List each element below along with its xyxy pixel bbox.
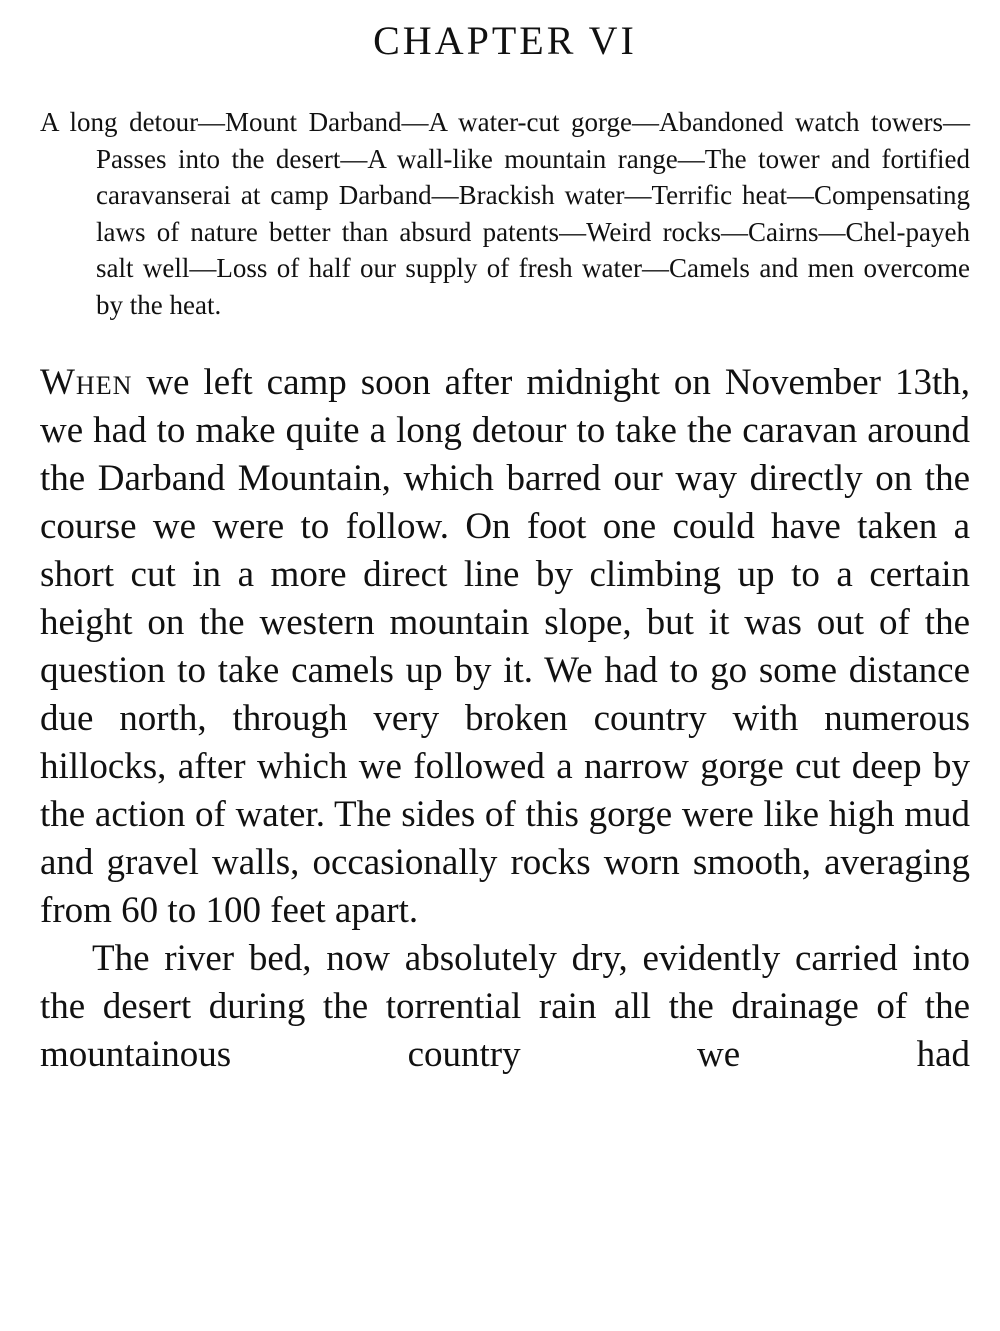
paragraph-1-text: we left camp soon after midnight on November 13th, we had to make quite a long detour to take the caravan around the Darband Mountain, which barred our way directly on the course we were to follow. On foot one could have taken a short cut in a more direct line by climbing up to a certain height on the western mountain slope, but it was out of the question to take camels up by it. We had to go some distance due north, through very broken country with numerous hillocks, after which we followed a narrow gorge cut deep by the action of water. The sides of this gorge were like high mud and gravel walls, occasionally rocks worn smooth, averaging from 60 to 100 feet apart. <box>40 362 970 931</box>
chapter-title: CHAPTER VI <box>373 18 637 63</box>
paragraph-1 <box>40 359 970 935</box>
book-page <box>40 0 970 1079</box>
paragraph-2: The river bed, now absolutely dry, evidently carried into the desert during the torrential rain all the drainage of the mountainous country we had <box>40 938 970 1075</box>
paragraph-lead-word: When <box>40 362 133 403</box>
body-text <box>40 359 970 1079</box>
chapter-synopsis: A long detour—Mount Darband—A water-cut gorge—Abandoned watch towers—Passes into the desert—A wall-like mountain range—The tower and fortified caravanserai at camp Darband—Brackish water—Terrific heat—Compensating laws of nature better than absurd patents—Weird rocks—Cairns—Chel-payeh salt well—Loss of half our supply of fresh water—Camels and men overcome by the heat. <box>40 107 970 320</box>
